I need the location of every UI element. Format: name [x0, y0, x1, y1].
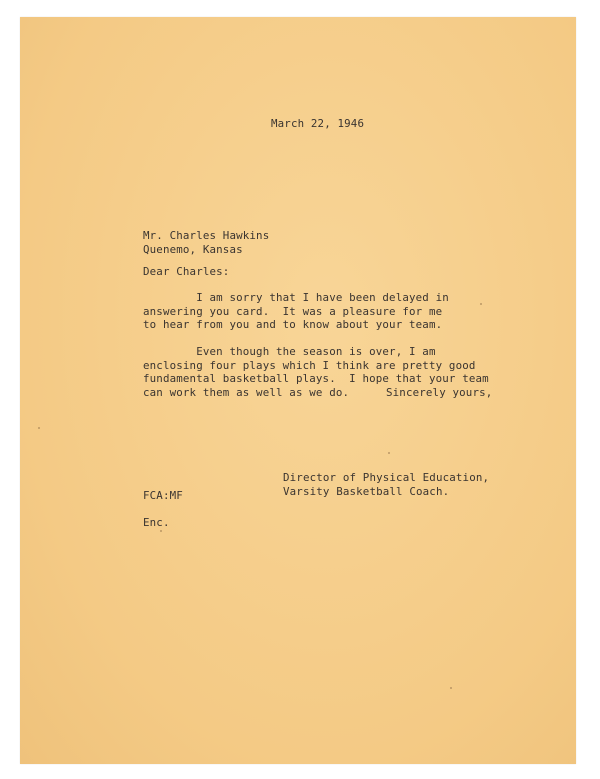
text-line: Even though the season is over, I am	[143, 345, 436, 358]
paper-speck	[160, 530, 162, 532]
body-paragraph-1	[143, 291, 449, 332]
signature-title	[283, 471, 489, 498]
text-line: enclosing four plays which I think are pretty good	[143, 358, 476, 372]
letter-date: March 22, 1946	[271, 117, 365, 130]
paper-speck	[388, 452, 390, 454]
address-line: Quenemo, Kansas	[143, 242, 243, 256]
paper-speck	[38, 427, 40, 429]
text-line: I am sorry that I have been delayed in	[143, 291, 449, 304]
letter-paper	[20, 17, 576, 764]
paper-speck	[450, 687, 452, 689]
text-line: answering you card. It was a pleasure for me	[143, 304, 443, 318]
address-line: Mr. Charles Hawkins	[143, 229, 270, 242]
paper-speck	[480, 303, 482, 305]
title-line: Varsity Basketball Coach.	[283, 484, 450, 498]
salutation: Dear Charles:	[143, 265, 230, 278]
text-line: to hear from you and to know about your team.	[143, 318, 443, 332]
complimentary-closing: Sincerely yours,	[386, 386, 493, 399]
text-line: fundamental basketball plays. I hope that your team	[143, 372, 489, 386]
title-line: Director of Physical Education,	[283, 471, 490, 484]
recipient-address	[143, 229, 269, 256]
reference-initials: FCA:MF	[143, 489, 183, 502]
enclosure-notation: Enc.	[143, 516, 170, 529]
text-line: can work them as well as we do.	[143, 385, 350, 399]
